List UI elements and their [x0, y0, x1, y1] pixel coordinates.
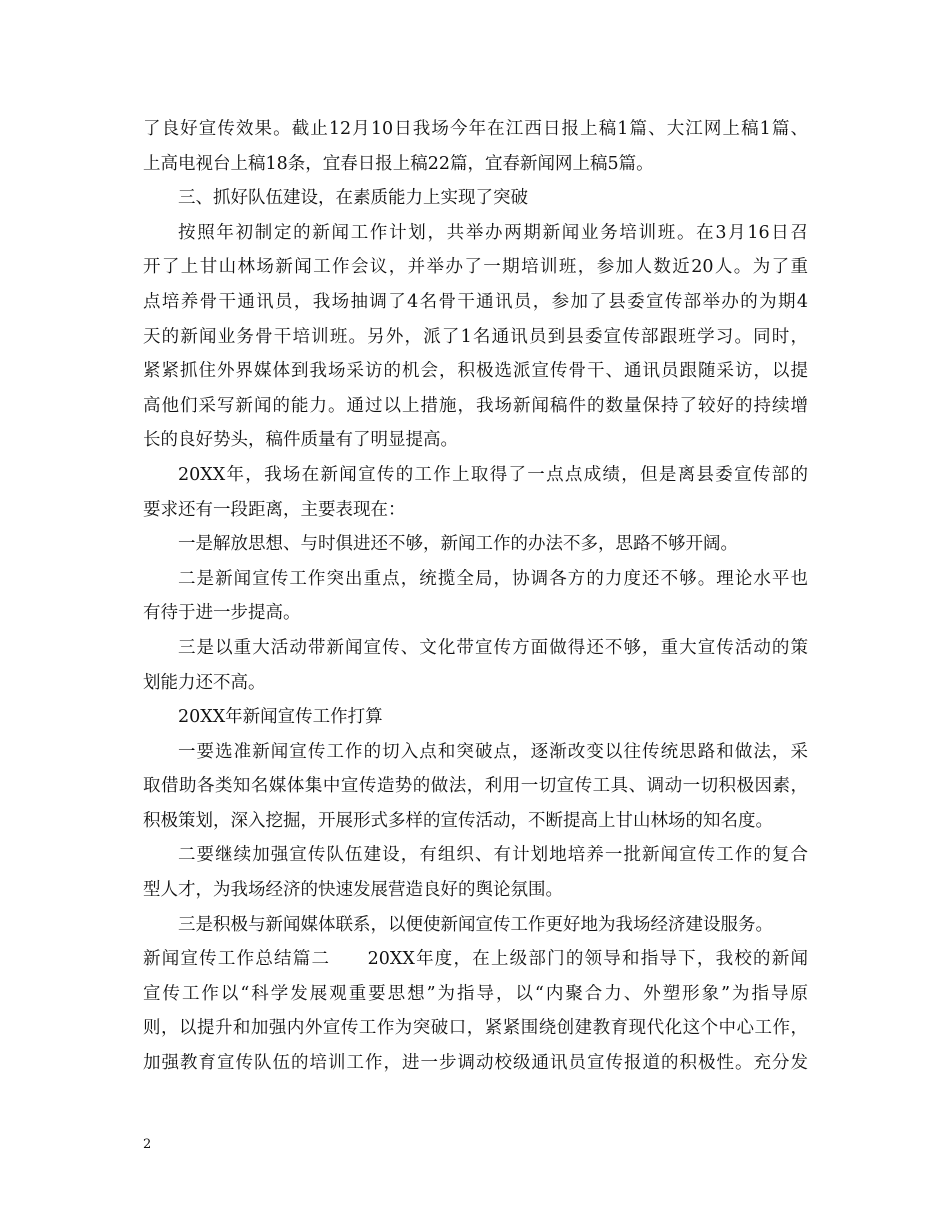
text-line: 新闻宣传工作总结篇二 20XX年度，在上级部门的领导和指导下，我校的新闻 [143, 949, 808, 970]
text-line: 点培养骨干通讯员，我场抽调了4名骨干通讯员，参加了县委宣传部举办的为期4 [143, 291, 808, 312]
page-number: 2 [143, 1137, 152, 1152]
text-line: 则，以提升和加强内外宣传工作为突破口，紧紧围绕创建教育现代化这个中心工作， [143, 1018, 808, 1039]
text-line: 开了上甘山林场新闻工作会议，并举办了一期培训班，参加人数近20人。为了重 [143, 257, 808, 278]
text-line: 按照年初制定的新闻工作计划，共举办两期新闻业务培训班。在3月16日召 [178, 222, 808, 243]
text-line: 宣传工作以“科学发展观重要思想”为指导，以“内聚合力、外塑形象”为指导原 [143, 983, 808, 1004]
text-line: 天的新闻业务骨干培训班。另外，派了1名通讯员到县委宣传部跟班学习。同时， [143, 326, 808, 347]
text-line: 高他们采写新闻的能力。通过以上措施，我场新闻稿件的数量保持了较好的持续增 [143, 395, 808, 416]
text-line: 二是新闻宣传工作突出重点，统揽全局，协调各方的力度还不够。理论水平也 [178, 568, 808, 589]
text-line: 长的良好势头，稿件质量有了明显提高。 [143, 430, 458, 451]
text-line: 三、抓好队伍建设，在素质能力上实现了突破 [178, 188, 528, 209]
text-line: 上高电视台上稿18条，宜春日报上稿22篇，宜春新闻网上稿5篇。 [143, 153, 654, 174]
text-line: 加强教育宣传队伍的培训工作，进一步调动校级通讯员宣传报道的积极性。充分发 [143, 1053, 808, 1074]
document-body [143, 112, 808, 1081]
text-line: 型人才，为我场经济的快速发展营造良好的舆论氛围。 [143, 880, 563, 901]
text-line: 一要选准新闻宣传工作的切入点和突破点，逐渐改变以往传统思路和做法，采 [178, 741, 808, 762]
text-line: 紧紧抓住外界媒体到我场采访的机会，积极选派宣传骨干、通讯员跟随采访，以提 [143, 361, 808, 382]
text-line: 20XX年新闻宣传工作打算 [178, 707, 383, 728]
text-line: 要求还有一段距离，主要表现在： [143, 499, 406, 520]
text-line: 划能力还不高。 [143, 672, 266, 693]
text-line: 三是以重大活动带新闻宣传、文化带宣传方面做得还不够，重大宣传活动的策 [178, 637, 808, 658]
text-line: 20XX年，我场在新闻宣传的工作上取得了一点点成绩，但是离县委宣传部的 [178, 464, 808, 485]
text-line: 取借助各类知名媒体集中宣传造势的做法，利用一切宣传工具、调动一切积极因素， [143, 776, 808, 797]
text-line: 了良好宣传效果。截止12月10日我场今年在江西日报上稿1篇、大江网上稿1篇、 [143, 119, 808, 139]
text-line: 有待于进一步提高。 [143, 603, 301, 624]
text-line: 积极策划，深入挖掘，开展形式多样的宣传活动，不断提高上甘山林场的知名度。 [143, 810, 773, 831]
text-line: 一是解放思想、与时俱进还不够，新闻工作的办法不多，思路不够开阔。 [178, 534, 738, 555]
text-line: 三是积极与新闻媒体联系，以便使新闻宣传工作更好地为我场经济建设服务。 [178, 914, 773, 935]
text-line: 二要继续加强宣传队伍建设，有组织、有计划地培养一批新闻宣传工作的复合 [178, 845, 808, 866]
